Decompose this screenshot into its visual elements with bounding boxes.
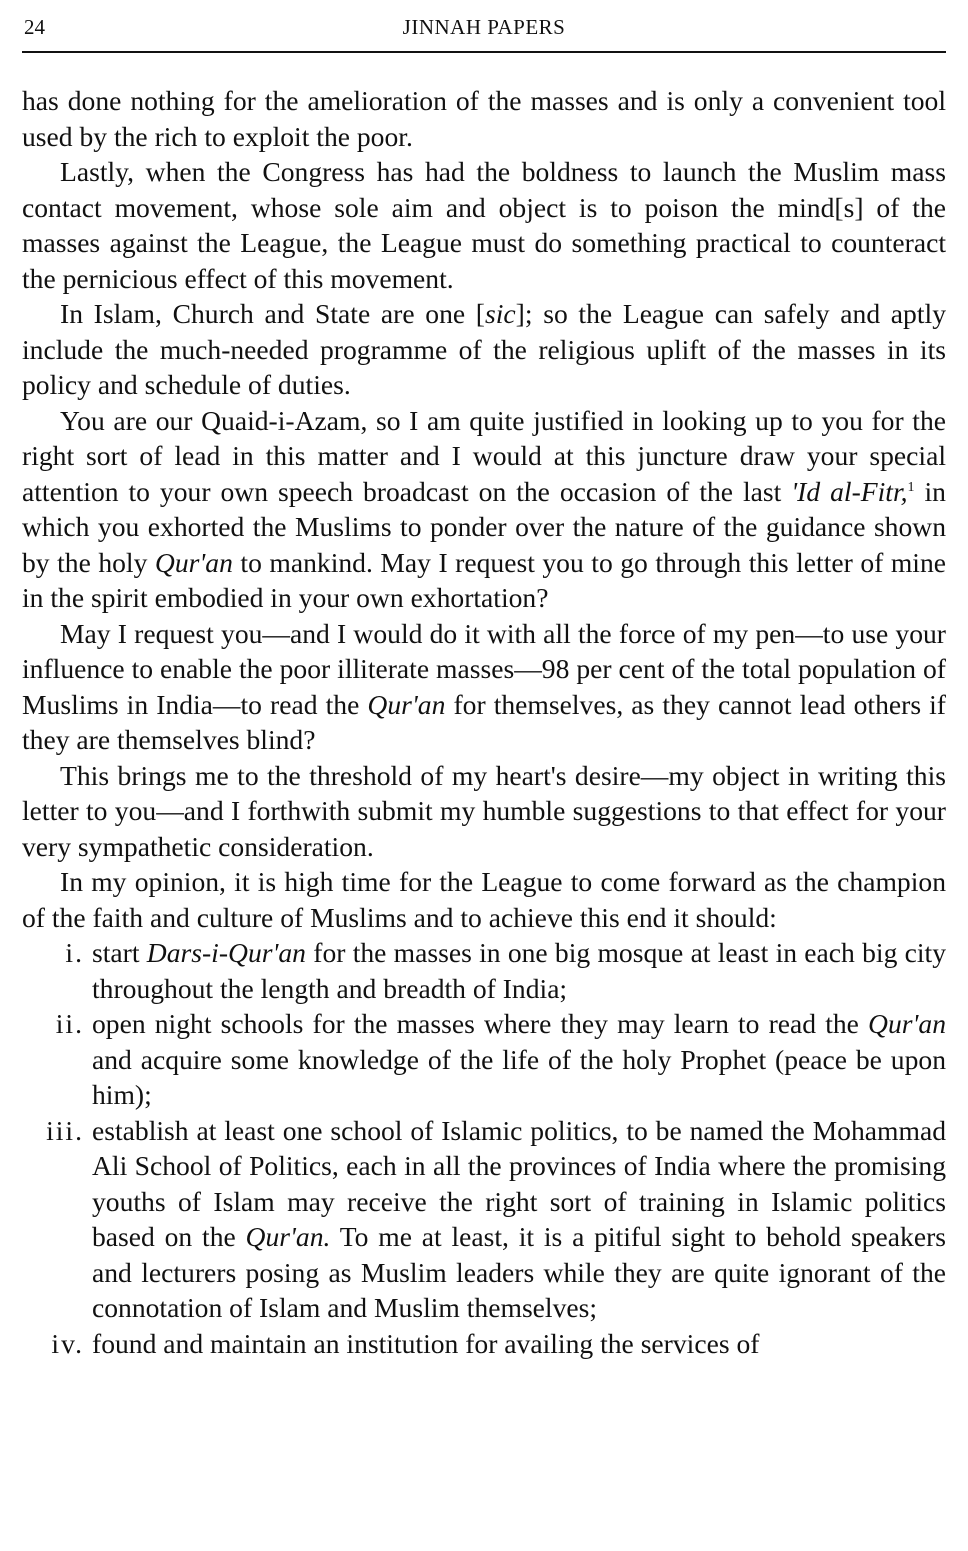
quran-italic: Qur'an [154, 546, 233, 578]
page-number: 24 [24, 15, 45, 39]
running-header [22, 8, 946, 42]
paragraph-request: May I request you—and I would do it with all the force of my pen—to use your influence to enable the poor illiterate masses—98 per cent of the total population of Muslims in India—to read the Qur'an for themselves, as they cannot lead others if they are themselves blind? [22, 617, 946, 755]
list-item: i. start Dars-i-Qur'an for the masses in one big mosque at least in each big city throughout the length and breadth of India; [22, 935, 946, 1006]
dars-i-quran-italic: Dars-i-Qur'an [146, 937, 306, 968]
running-title: JINNAH PAPERS [402, 15, 566, 39]
suggestions-list [22, 935, 946, 1361]
body-text [22, 83, 946, 1361]
paragraph-church-state: In Islam, Church and State are one [sic]; so the League can safely and aptly include the much-needed programme of the religious uplift of the masses in its policy and schedule of duties. [22, 298, 946, 400]
sic-italic: sic [485, 298, 516, 329]
paragraph-continuation: has done nothing for the amelioration of the masses and is only a convenient tool used by the rich to exploit the poor. [22, 85, 946, 152]
quran-italic: Qur'an [367, 688, 446, 720]
paragraph-mass-contact: Lastly, when the Congress has had the boldness to launch the Muslim mass contact movement, whose sole aim and object is to poison the mind[s] of the masses against the League, the League must do something practical to counteract the pernicious effect of this movement. [22, 156, 946, 294]
header-rule [22, 51, 946, 53]
list-item: iv. found and maintain an institution for availing the services of [22, 1326, 946, 1362]
list-item-number: ii. [55, 1008, 84, 1039]
list-item-number: i. [65, 937, 84, 968]
paragraph-opinion: In my opinion, it is high time for the League to come forward as the champion of the faith and culture of Muslims and to achieve this end it should: [22, 866, 946, 933]
quran-italic: Qur'an [868, 1008, 946, 1039]
list-item-number: iii. [46, 1114, 84, 1146]
paragraph-heart-desire: This brings me to the threshold of my heart's desire—my object in writing this letter to you—and I forthwith submit my humble suggestions to that effect for your very sympathetic consideration. [22, 759, 946, 862]
quran-italic: Qur'an. [245, 1221, 331, 1252]
list-item: ii. open night schools for the masses where they may learn to read the Qur'an and acquire some knowledge of the life of the holy Prophet (peace be upon him); [22, 1006, 946, 1113]
paragraph-quaid-i-azam: You are our Quaid-i-Azam, so I am quite justified in looking up to you for the right sort of lead in this matter and I would at this juncture draw your special attention to your own speech broadcast on the occasion of the last 'Id al-Fitr,$^1$ in which you exhorted the Muslims to ponder over the nature of the guidance shown by the holy Qur'an to mankind. May I request you to go through this letter of mine in the spirit embodied in your own exhortation? [22, 404, 946, 613]
footnote-marker: 1 [907, 479, 915, 495]
list-item: iii. establish at least one school of Islamic politics, to be named the Mohammad Ali School of Politics, each in all the provinces of India where the promising youths of Islam may receive the right sort of training in Islamic politics based on the Qur'an. To me at least, it is a pitiful sight to behold speakers and lecturers posing as Muslim leaders while they are quite ignorant of the connotation of Islam and Muslim themselves; [22, 1113, 946, 1326]
id-al-fitr-italic: 'Id al-Fitr, [791, 475, 908, 507]
list-item-number: iv. [51, 1327, 84, 1359]
